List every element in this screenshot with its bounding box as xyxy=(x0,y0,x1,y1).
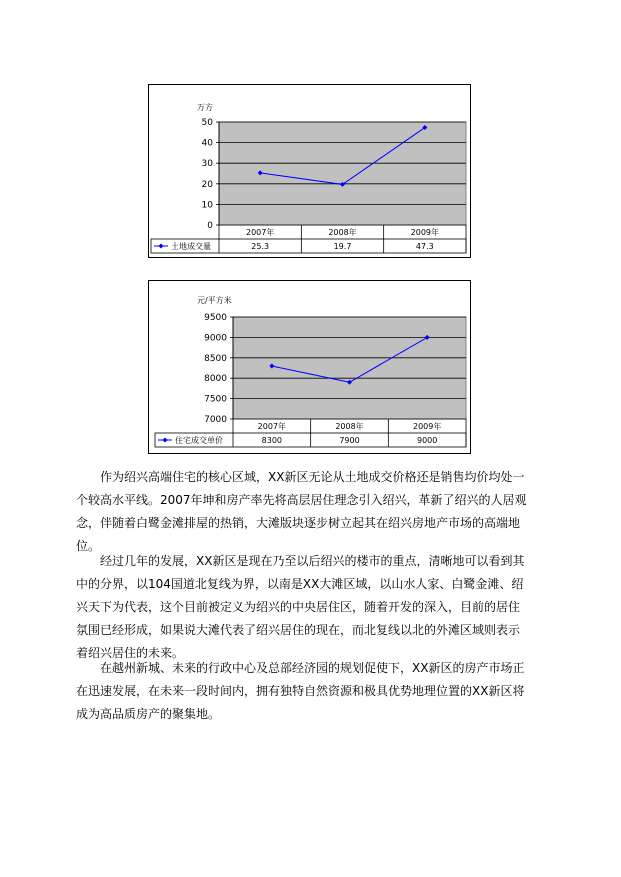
data-label: 7900 xyxy=(339,436,360,445)
housing-price-chart xyxy=(148,280,471,454)
x-tick-label: 2007年 xyxy=(245,228,275,237)
y-tick-label: 7500 xyxy=(204,394,227,405)
land-volume-chart-svg xyxy=(149,85,472,259)
y-tick-label: 20 xyxy=(201,179,213,190)
y-axis-label: 元/平方米 xyxy=(197,296,232,305)
y-tick-label: 7000 xyxy=(204,415,227,425)
paragraph-line: 念，伴随着白鹭金滩排屋的热销，大滩版块逐步树立起其在绍兴房地产市场的高端地 xyxy=(76,516,521,530)
y-tick-label: 8500 xyxy=(204,353,227,364)
paragraph-line: 经过几年的发展，XX新区是现在乃至以后绍兴的楼市的重点，清晰地可以看到其 xyxy=(100,554,525,568)
y-tick-label: 10 xyxy=(201,200,213,211)
y-tick-label: 0 xyxy=(207,221,213,231)
plot-area xyxy=(233,317,466,419)
y-tick-label: 50 xyxy=(201,118,213,128)
paragraph-line: 个较高水平线。2007年坤和房产率先将高层居住理念引入绍兴，革新了绍兴的人居观 xyxy=(76,493,527,507)
y-tick-label: 9000 xyxy=(204,333,227,344)
paragraph-line: 成为高品质房产的聚集地。 xyxy=(76,707,221,721)
y-tick-label: 9500 xyxy=(204,313,227,323)
paragraph-line: 在越州新城、未来的行政中心及总部经济园的规划促使下，XX新区的房产市场正 xyxy=(100,661,525,675)
land-volume-chart xyxy=(148,84,471,258)
paragraph-1 xyxy=(76,466,547,558)
paragraph-line: 位。 xyxy=(76,539,101,553)
paragraph-line: 兴天下为代表，这个目前被定义为绍兴的中央居住区，随着开发的深入，目前的居住 xyxy=(76,600,521,614)
data-label: 9000 xyxy=(416,436,438,445)
y-tick-label: 40 xyxy=(201,138,213,149)
paragraph-3 xyxy=(76,657,547,726)
y-tick-label: 8000 xyxy=(204,374,227,385)
y-tick-label: 30 xyxy=(201,159,213,170)
x-tick-label: 2008年 xyxy=(335,422,364,431)
plot-area xyxy=(219,122,466,225)
x-tick-label: 2009年 xyxy=(412,422,442,431)
paragraph-line: 中的分界，以104国道北复线为界，以南是XX大滩区域，以山水人家、白鹭金滩、绍 xyxy=(76,577,524,591)
paragraph-line: 氛围已经形成，如果说大滩代表了绍兴居住的现在，而北复线以北的外滩区域则表示 xyxy=(76,623,521,637)
paragraph-line: 在迅速发展，在未来一段时间内，拥有独特自然资源和极具优势地理位置的XX新区将 xyxy=(76,684,525,698)
legend-marker xyxy=(159,244,164,249)
paragraph-line: 作为绍兴高端住宅的核心区域，XX新区无论从土地成交价格还是销售均价均处一 xyxy=(100,470,525,484)
x-tick-label: 2008年 xyxy=(328,228,357,237)
x-tick-label: 2007年 xyxy=(257,422,287,431)
legend-marker xyxy=(163,438,168,443)
data-label: 8300 xyxy=(261,436,283,445)
legend-label: 住宅成交单价 xyxy=(175,436,223,445)
data-label: 47.3 xyxy=(415,242,434,251)
data-label: 19.7 xyxy=(333,242,352,251)
x-tick-label: 2009年 xyxy=(410,228,440,237)
paragraph-line: 着绍兴居住的未来。 xyxy=(76,646,185,660)
paragraph-2 xyxy=(76,550,547,665)
legend-label: 土地成交量 xyxy=(171,242,211,251)
y-axis-label: 万方 xyxy=(197,103,213,112)
housing-price-chart-svg xyxy=(149,281,472,455)
data-label: 25.3 xyxy=(251,242,270,251)
